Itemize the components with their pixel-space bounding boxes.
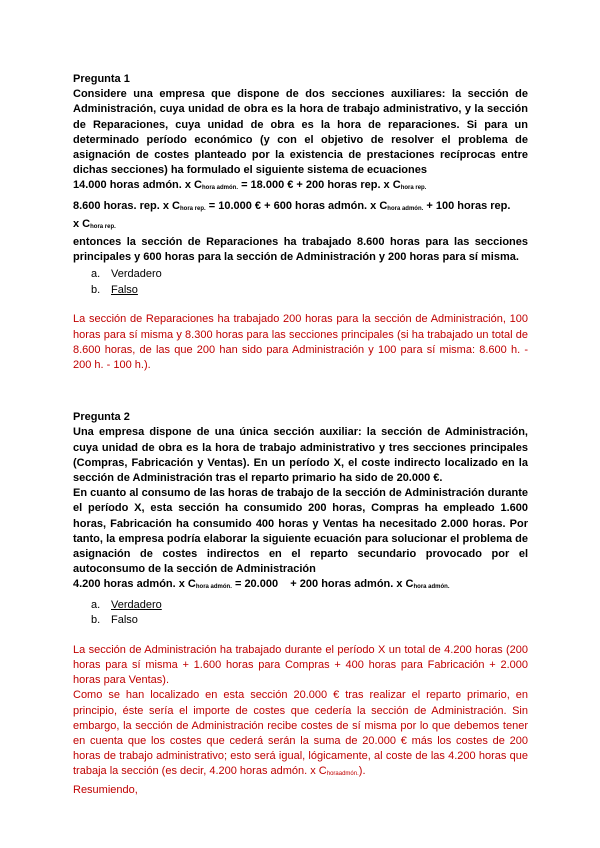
option-verdadero[interactable]: a. Verdadero xyxy=(91,598,528,614)
question-1-equation-1: 14.000 horas admón. x Chora admón. = 18.000 € + 200 horas rep. x Chora rep. xyxy=(73,179,427,192)
selected-answer: Falso xyxy=(111,283,138,296)
option-falso[interactable]: b. Falso xyxy=(91,614,138,627)
question-2-summary: Resumiendo, xyxy=(73,783,138,796)
question-2-statement-2: En cuanto al consumo de las horas de trabajo de la sección de Administración durante el período X, esta sección ha consumido 200 horas, Compras ha empleado 1.600 horas, Fabricación ha consumido 400 horas y Ventas ha necesitado 2.000 horas. Por tanto, la empresa podría elaborar la siguiente ecuación para solucionar el problema de asignación de costes indirectos en el reparto secundario provocado por el autoconsumo de la sección de Administración xyxy=(73,487,528,576)
option-falso[interactable]: b. Falso xyxy=(91,283,528,299)
question-1-title: Pregunta 1 xyxy=(73,73,130,85)
option-verdadero[interactable]: a. Verdadero xyxy=(91,268,162,281)
question-1-statement: Considere una empresa que dispone de dos secciones auxiliares: la sección de Administración, cuya unidad de obra es la hora de trabajo administrativo, y la sección de Reparaciones, cuya unidad de obra es la hora de reparaciones. Si para un determinado período económico (y con el objetivo de resolver el problema de asignación de costes planteado por la existencia de prestaciones recíprocas entre dichas secciones) ha formulado el siguiente sistema de ecuaciones xyxy=(73,88,528,177)
question-1-conclusion: entonces la sección de Reparaciones ha trabajado 8.600 horas para las secciones principales y 600 horas para la sección de Administración y 200 horas para sí misma. xyxy=(73,236,528,264)
question-1-equation-2-cont: x Chora rep. xyxy=(73,217,116,230)
question-2-statement: Una empresa dispone de una única sección auxiliar: la sección de Administración, cuya unidad de obra es la hora de trabajo administrativo y tres secciones principales (Compras, Fabricación y Ventas). En un período X, el coste indirecto localizado en la sección de Administración tras el reparto primario ha sido de 20.000 €. xyxy=(73,426,528,485)
question-1-feedback: La sección de Reparaciones ha trabajado 200 horas para la sección de Administración, 100 horas para sí misma y 8.300 horas para las secciones principales (si ha trabajado un total de 8.600 horas, de las que 200 han sido para Administración y 100 para sí misma: 8.600 h. - 200 h. - 100 h.). xyxy=(73,313,528,372)
document-page xyxy=(73,72,528,798)
question-2-feedback-1: La sección de Administración ha trabajado durante el período X un total de 4.200 horas (200 horas para sí misma + 1.600 horas para Compras + 400 horas para Fabricación + 2.000 horas para Ventas). xyxy=(73,643,528,687)
selected-answer: Verdadero xyxy=(111,598,162,611)
question-2-title: Pregunta 2 xyxy=(73,411,130,424)
question-2-equation: 4.200 horas admón. x Chora admón. = 20.000 + 200 horas admón. x Chora admón. xyxy=(73,578,450,591)
question-2-options xyxy=(91,598,528,629)
question-1-equation-2: 8.600 horas. rep. x Chora rep. = 10.000 € + 600 horas admón. x Chora admón. + 100 horas rep. xyxy=(73,199,511,212)
question-2-feedback-2: Como se han localizado en esta sección 20.000 € tras realizar el reparto primario, en principio, éste sería el importe de costes que cedería la sección de Administración. Sin embargo, la sección de Administración recibe costes de sí misma por lo que debemos tener en cuenta que los costes que cederá serán la suma de 20.000 € más los costes de 200 horas de trabajo administrativo; esto será igual, lógicamente, al coste de las 4.200 horas que trabaja la sección (es decir, 4.200 horas admón. x Choraadmón.). xyxy=(73,689,528,778)
question-1-options xyxy=(91,267,528,298)
